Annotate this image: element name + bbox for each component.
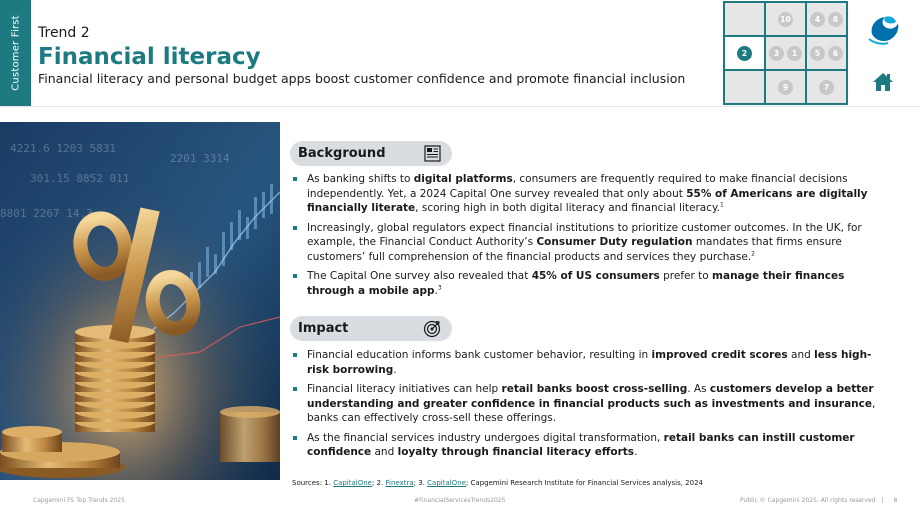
nav-grid-cell[interactable] xyxy=(766,37,805,69)
text-run: Sources: 1. xyxy=(292,479,334,487)
svg-text:301.15 8852 011: 301.15 8852 011 xyxy=(30,172,130,185)
text-run: . xyxy=(393,363,397,376)
trend-number-badge[interactable]: 2 xyxy=(737,46,752,61)
footnote-ref[interactable]: 3 xyxy=(437,284,442,291)
trend-number-badge[interactable]: 9 xyxy=(778,80,793,95)
background-bullet-item xyxy=(292,221,882,265)
text-run: and xyxy=(371,446,398,458)
background-section-header xyxy=(290,141,452,166)
trend-number-badge[interactable]: 6 xyxy=(828,46,843,61)
nav-grid-cell[interactable] xyxy=(725,37,764,69)
sources-line xyxy=(292,479,703,487)
text-run: , scoring high in both digital literacy and financial literacy. xyxy=(415,202,721,214)
text-run: Consumer Duty regulation xyxy=(536,236,693,248)
footer-left: Capgemini FS Top Trends 2025 xyxy=(33,497,125,504)
nav-grid-cell[interactable] xyxy=(766,71,805,103)
footnote-ref[interactable]: 2 xyxy=(751,250,755,257)
footnote-ref[interactable]: 1 xyxy=(720,201,724,209)
text-run: The Capital One survey also revealed that xyxy=(307,270,532,282)
home-icon[interactable] xyxy=(872,72,894,92)
text-run: manage their finances through a mobile app xyxy=(307,270,845,297)
impact-bullet-item xyxy=(292,382,882,426)
text-run: retail banks boost cross-selling xyxy=(501,383,688,395)
percent-coins-illustration xyxy=(0,122,280,480)
nav-grid-cell[interactable] xyxy=(807,71,846,103)
footer-separator: | xyxy=(881,497,884,504)
text-run: Financial education informs bank customer behavior, resulting in xyxy=(307,349,652,361)
background-heading: Background xyxy=(298,146,386,161)
text-run: , consumers are frequently required to make financial decisions independently. Yet, a 2024 Capital One survey revealed that only about xyxy=(307,173,848,200)
text-run: . As xyxy=(687,383,710,395)
page-title: Financial literacy xyxy=(38,44,261,70)
percent-coins-photo xyxy=(0,122,280,480)
nav-grid-cell[interactable] xyxy=(725,3,764,35)
nav-grid-cell[interactable] xyxy=(766,3,805,35)
impact-bullet-item xyxy=(292,348,882,377)
section-tab-label: Customer First xyxy=(10,15,21,91)
background-bullet-item xyxy=(292,269,882,298)
footer-center: #FinancialServicesTrends2025 xyxy=(414,497,506,504)
trend-label: Trend 2 xyxy=(38,25,90,41)
text-run: less high-risk borrowing xyxy=(307,349,872,376)
svg-text:2201 3314: 2201 3314 xyxy=(170,152,230,165)
trend-number-badge[interactable]: 5 xyxy=(810,46,825,61)
text-run: Increasingly, global regulators expect financial institutions to prioritize customer outcomes. In the UK, for example, the Financial Conduct Authority’s xyxy=(307,221,862,248)
source-link[interactable]: CapitalOne xyxy=(427,479,466,487)
svg-text:8801 2267 14.3: 8801 2267 14.3 xyxy=(0,207,93,220)
nav-grid-cell[interactable] xyxy=(725,71,764,103)
page-subtitle: Financial literacy and personal budget apps boost customer confidence and promote financial inclusion xyxy=(38,71,686,86)
text-run: . xyxy=(634,446,638,458)
text-run: 55% of Americans are digitally financially literate xyxy=(307,187,868,214)
background-bullets xyxy=(292,172,882,303)
source-link[interactable]: CapitalOne xyxy=(333,479,372,487)
text-run: and xyxy=(787,349,815,361)
newspaper-icon xyxy=(423,144,442,163)
text-run: customers develop a better understanding and greater confidence in financial products such as investments and insurance xyxy=(307,383,874,410)
background-bullet-item xyxy=(292,172,882,216)
header-divider xyxy=(0,106,920,107)
capgemini-logo-icon[interactable] xyxy=(866,12,900,46)
trend-navigation-grid xyxy=(723,1,848,105)
footer-copyright-text: Public © Capgemini 2025. All rights reserved xyxy=(740,497,876,504)
trend-number-badge[interactable]: 3 xyxy=(769,46,784,61)
impact-section-header xyxy=(290,316,452,341)
nav-grid-cell[interactable] xyxy=(807,3,846,35)
text-run: As banking shifts to xyxy=(307,173,414,185)
text-run: As the financial services industry undergoes digital transformation, xyxy=(307,431,664,444)
text-run: ; Capgemini Research Institute for Financial Services analysis, 2024 xyxy=(465,479,703,487)
nav-grid-cell[interactable] xyxy=(807,37,846,69)
text-run: Financial literacy initiatives can help xyxy=(307,383,502,395)
text-run: 45% of US consumers xyxy=(531,270,660,282)
text-run: ; 2. xyxy=(372,479,386,487)
impact-bullets xyxy=(292,348,882,465)
text-run: prefer to xyxy=(659,270,713,282)
svg-text:4221.6 1203 5831: 4221.6 1203 5831 xyxy=(10,142,116,155)
impact-heading: Impact xyxy=(298,321,349,336)
text-run: mandates that firms ensure customers’ full comprehension of the financial products and services they purchase. xyxy=(307,236,842,263)
text-run: improved credit scores xyxy=(651,349,788,361)
text-run: ; 3. xyxy=(413,479,428,487)
trend-number-badge[interactable]: 1 xyxy=(787,46,802,61)
impact-bullet-item xyxy=(292,431,882,460)
text-run: loyalty through financial literacy efforts xyxy=(397,446,635,458)
target-icon xyxy=(423,319,442,338)
page-number: 8 xyxy=(893,497,898,504)
text-run: retail banks can instill customer confidence xyxy=(307,431,855,458)
section-tab[interactable] xyxy=(0,0,31,106)
source-link[interactable]: Finextra xyxy=(385,479,414,487)
text-run: . xyxy=(434,284,438,297)
trend-number-badge[interactable]: 7 xyxy=(819,80,834,95)
trend-number-badge[interactable]: 8 xyxy=(828,12,843,27)
trend-number-badge[interactable]: 4 xyxy=(810,12,825,27)
page-header xyxy=(38,24,708,87)
text-run: digital platforms xyxy=(413,173,513,185)
text-run: , banks can effectively cross-sell these offerings. xyxy=(307,397,876,424)
footer-copyright xyxy=(740,497,897,504)
trend-number-badge[interactable]: 10 xyxy=(778,12,793,27)
